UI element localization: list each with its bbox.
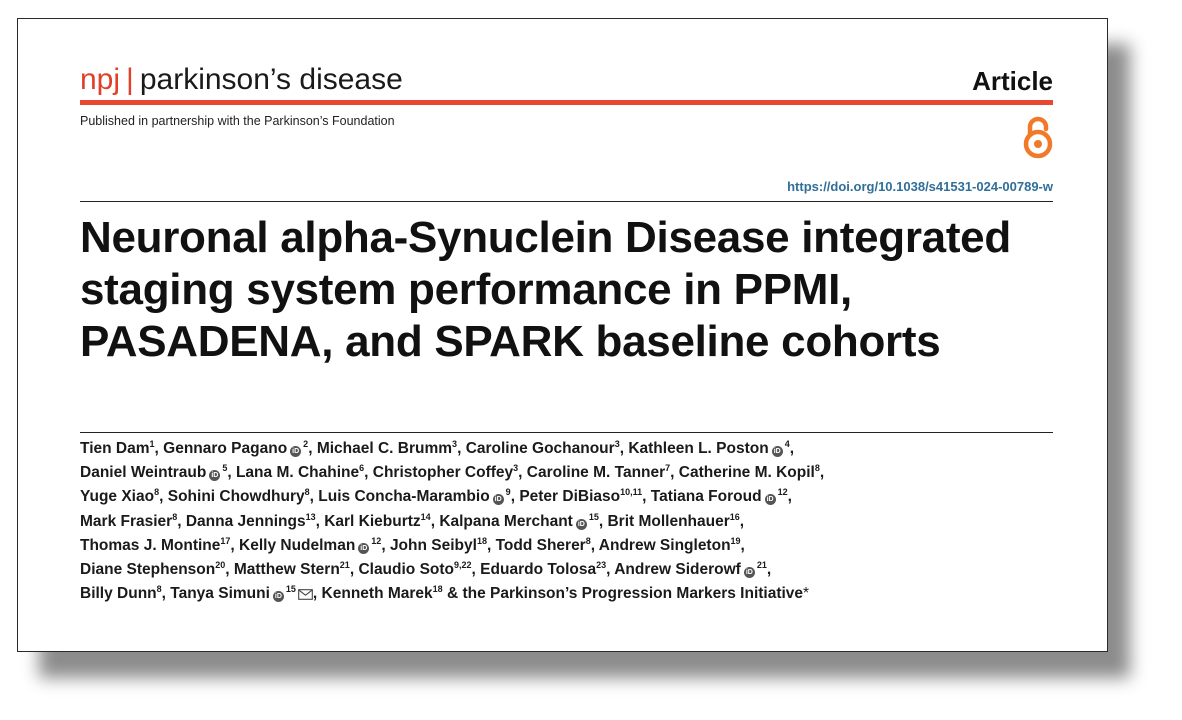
consortium-footnote-mark: * [803, 585, 810, 603]
affiliation-number: 21 [756, 560, 767, 571]
affiliation-number: 8 [304, 487, 310, 498]
affiliation-number: 1 [149, 439, 155, 449]
partnership-note: Published in partnership with the Parkinson’s Foundation [80, 114, 395, 128]
title-top-rule [80, 201, 1053, 202]
author-name[interactable]: Tatiana Foroud [650, 488, 762, 506]
affiliation-number: 3 [452, 439, 458, 449]
journal-masthead[interactable] [80, 65, 403, 95]
affiliation-number: 2 [303, 439, 309, 449]
author-name[interactable]: Matthew Stern [233, 561, 340, 579]
author-name[interactable]: Tien Dam [80, 440, 150, 457]
author-name[interactable]: Kathleen L. Poston [628, 440, 769, 457]
affiliation-number: 8 [154, 487, 160, 498]
affiliation-number: 10,11 [620, 487, 643, 498]
affiliation-number: 8 [156, 584, 162, 595]
envelope-icon[interactable] [298, 589, 313, 600]
author-name[interactable]: Yuge Xiao [80, 488, 155, 506]
affiliation-number: 18 [432, 584, 443, 595]
author-name[interactable]: Lana M. Chahine [235, 464, 360, 482]
orcid-icon[interactable]: iD [577, 520, 585, 528]
journal-prefix: npj [80, 63, 121, 96]
author-name[interactable]: Tanya Simuni [170, 585, 270, 603]
affiliation-number: 23 [596, 560, 607, 571]
affiliation-number: 5 [222, 463, 228, 474]
author-name[interactable]: Eduardo Tolosa [480, 561, 597, 579]
author-name[interactable]: Michael C. Brumm [316, 440, 453, 457]
doi-link[interactable]: https://doi.org/10.1038/s41531-024-00789-w [787, 179, 1053, 194]
author-list: Tien Dam$^1$, Gennaro Pagano $iD^2$, Michael C. Brumm$^3$, Caroline Gochanour$^3$, Kathleen L. Poston $iD^4$, Daniel Weintraub $iD^5$, Lana M. Chahine$^6$, Christopher Coffey$^3$, Caroline M. Tanner$^7$, Catherine M. Kopil$^8$, Yuge Xiao$^8$, Sohini Chowdhury$^8$, Luis Concha-Marambio $iD^9$, Peter DiBiaso$^{10,11}$, Tatiana Foroud $iD^{12}$, Mark Frasier$^8$, Danna Jennings$^{13}$, Karl Kieburtz$^{14}$, Kalpana Merchant $iD^{15}$, Brit Mollenhauer$^{16}$, Thomas J. Montine$^{17}$, Kelly Nudelman $iD^{12}$, John Seibyl$^{18}$, Todd Sherer$^8$, Andrew Singleton$^{19}$, Diane Stephenson$^{20}$, Matthew Stern$^{21}$, Claudio Soto$^{9,22}$, Eduardo Tolosa$^{23}$, Andrew Siderowf $iD^{21}$, Billy Dunn$^8$, Tanya Simuni $iD^{15}$ , Kenneth Marek$^{18}$ & the Parkinson’s Progression Markers Initiative* [80, 439, 825, 603]
author-name[interactable]: Brit Mollenhauer [607, 512, 730, 530]
affiliation-number: 15 [588, 511, 599, 522]
affiliation-number: 9 [505, 487, 511, 498]
author-name[interactable]: Daniel Weintraub [80, 464, 207, 482]
orcid-icon[interactable]: iD [274, 593, 282, 601]
author-name[interactable]: Catherine M. Kopil [678, 464, 815, 482]
consortium-name[interactable]: the Parkinson’s Progression Markers Initiative [462, 585, 804, 603]
affiliation-number: 19 [730, 535, 741, 546]
authors-top-rule [80, 432, 1053, 433]
author-name[interactable]: Danna Jennings [185, 512, 306, 530]
affiliation-number: 8 [585, 535, 591, 546]
affiliation-number: 6 [359, 463, 365, 474]
author-name[interactable]: Todd Sherer [495, 536, 586, 554]
affiliation-number: 13 [305, 511, 316, 522]
author-name[interactable]: Andrew Singleton [598, 536, 731, 554]
affiliation-number: 12 [371, 535, 382, 546]
affiliation-number: 20 [215, 560, 226, 571]
open-access-lock-icon [1021, 115, 1055, 159]
affiliation-number: 8 [172, 511, 178, 522]
affiliation-number: 15 [285, 584, 296, 595]
author-name[interactable]: Gennaro Pagano [163, 440, 288, 457]
masthead-separator: | [126, 63, 134, 96]
author-name[interactable]: Andrew Siderowf [614, 561, 741, 579]
author-name[interactable]: Kenneth Marek [321, 585, 433, 603]
affiliation-number: 3 [614, 439, 620, 449]
author-name[interactable]: Luis Concha-Marambio [318, 488, 490, 506]
orcid-icon[interactable]: iD [773, 448, 781, 455]
affiliation-number: 18 [476, 535, 487, 546]
affiliation-number: 7 [665, 463, 671, 474]
author-name[interactable]: Christopher Coffey [372, 464, 514, 482]
orcid-icon[interactable]: iD [211, 472, 219, 480]
orcid-icon[interactable]: iD [360, 544, 368, 552]
affiliation-number: 9,22 [454, 560, 472, 571]
author-name[interactable]: Kelly Nudelman [239, 536, 356, 554]
affiliation-number: 14 [420, 511, 431, 522]
author-name[interactable]: Sohini Chowdhury [167, 488, 305, 506]
affiliation-number: 4 [784, 439, 790, 449]
affiliation-number: 16 [729, 511, 740, 522]
author-name[interactable]: Karl Kieburtz [324, 512, 421, 530]
author-name[interactable]: Caroline M. Tanner [526, 464, 666, 482]
author-name[interactable]: Kalpana Merchant [439, 512, 573, 530]
author-name[interactable]: Mark Frasier [80, 512, 173, 530]
article-title: Neuronal alpha-Synuclein Disease integrated staging system performance in PPMI, PASADENA, and SPARK baseline cohorts [80, 213, 1011, 366]
affiliation-number: 12 [777, 487, 788, 498]
article-type-label: Article [972, 66, 1053, 96]
masthead-rule [80, 100, 1053, 105]
affiliation-number: 21 [339, 560, 350, 571]
author-name[interactable]: John Seibyl [389, 536, 477, 554]
orcid-icon[interactable]: iD [292, 448, 300, 455]
orcid-icon[interactable]: iD [766, 496, 774, 504]
author-conjunction: & [442, 585, 463, 603]
author-name[interactable]: Thomas J. Montine [80, 536, 221, 554]
article-page [17, 18, 1108, 652]
affiliation-number: 17 [220, 535, 231, 546]
orcid-icon[interactable]: iD [745, 569, 753, 577]
author-name[interactable]: Claudio Soto [358, 561, 455, 579]
author-name[interactable]: Billy Dunn [80, 585, 157, 603]
journal-name: parkinson’s disease [139, 63, 403, 96]
orcid-icon[interactable]: iD [494, 496, 502, 504]
author-name[interactable]: Peter DiBiaso [519, 488, 621, 506]
affiliation-number: 8 [814, 463, 820, 474]
affiliation-number: 3 [513, 463, 519, 474]
author-name[interactable]: Diane Stephenson [80, 561, 216, 579]
author-name[interactable]: Caroline Gochanour [465, 440, 615, 457]
